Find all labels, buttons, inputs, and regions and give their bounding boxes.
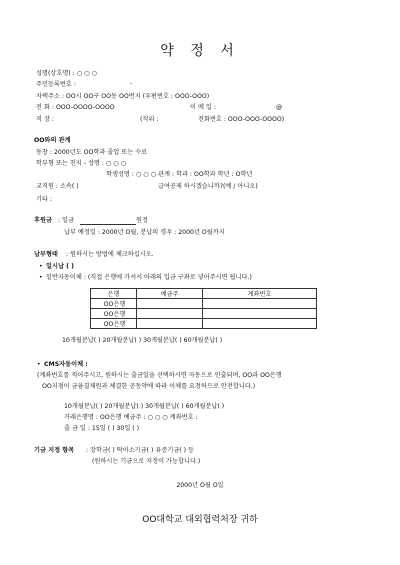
- bullet-cms: •: [37, 361, 41, 368]
- bank-account-table: [90, 288, 317, 329]
- method-transfer[interactable]: 일반자동이체 : (직접 은행에 가셔서 아래의 입금 구좌로 넣어주시면 됩니다.): [46, 274, 252, 281]
- pledge-amount-suffix: 원정: [136, 217, 148, 224]
- table-header-holder: 예금주: [137, 289, 203, 299]
- method-lump[interactable]: 일시납 ( ): [46, 263, 74, 270]
- relation-staff: 교직원 : 소속( ): [36, 183, 79, 190]
- amount-underline: [80, 224, 136, 225]
- cms-note-line1: (계좌번호를 적어주시고, 원하시는 출금일을 선택하시면 자동으로 인출되며, OO과 OO은행: [37, 372, 282, 379]
- applicant-job: 직 장 :: [36, 116, 54, 123]
- rrn-dash: -: [130, 80, 133, 87]
- method-cms[interactable]: CMS자동이체 :: [44, 361, 88, 368]
- method-instruction: : 원하시는 방법에 체크하십시오.: [66, 251, 154, 258]
- table-header-account: 계좌번호: [203, 289, 317, 299]
- relation-salary: 급여공제 하시겠습니까?(예 / 아니오): [158, 183, 258, 190]
- fund-note: (원하시는 기금으로 지정이 가능합니다.): [92, 458, 201, 465]
- table-cell-holder: [137, 319, 203, 329]
- table-row: [91, 309, 317, 319]
- applicant-rrn: 주민등록번호 :: [36, 81, 76, 88]
- document-footer: OO대학교 대외협력처장 귀하: [142, 515, 258, 525]
- email-at-sign: @: [276, 104, 283, 111]
- pledge-amount-prefix: : 일금: [58, 217, 75, 224]
- applicant-email: 이 메 일 :: [190, 104, 216, 111]
- installments-transfer[interactable]: 10개월분납( ) 20개월분납( ) 30개월분납( ) 60개월분납( ): [62, 337, 223, 344]
- relation-parent: 학부형 또는 친지 - 성명 : ○ ○ ○: [36, 160, 127, 167]
- table-cell-holder: [137, 299, 203, 309]
- applicant-address: 자택주소 : OO시 OO구 OO동 OO번지 (우편번호 : OOO-OOO): [36, 93, 210, 100]
- relation-student: 학생성명 : ○ ○ ○ 관계 : 학과 : OO학과 학년 : O학년: [106, 171, 253, 178]
- applicant-work-phone: 전화번호 : OOO-OOO-OOOO): [198, 116, 285, 123]
- relation-alumni: 동창 : 2000년도 OO학과 졸업 또는 수료: [36, 149, 148, 156]
- method-heading: 납부형태: [34, 251, 58, 258]
- table-cell-bank: OO은행: [91, 319, 137, 329]
- pledge-heading: 후원금: [34, 217, 52, 224]
- bullet-transfer: •: [39, 274, 43, 281]
- cms-withdrawal-date[interactable]: 출 금 일 : 15일 ( ) 30일 ( ): [64, 425, 140, 432]
- relation-other: 기타 :: [36, 196, 53, 203]
- table-cell-bank: OO은행: [91, 299, 137, 309]
- pledge-payment-date: 납부 예정일 : 2000년 O월, 분납의 경우 : 2000년 O월까지: [64, 229, 225, 236]
- cms-note-line2: OO지점이 금융결제원과 체결한 공동약에 따라 이체를 요청하므로 안전합니다.): [42, 383, 256, 390]
- table-header-bank: 은행: [91, 289, 137, 299]
- table-cell-account: [203, 319, 317, 329]
- document-date: 2000년 O월 O일: [176, 482, 224, 489]
- fund-options[interactable]: : 장학금( ) 탁아소기금( ) 유증기금( ) 등: [86, 447, 195, 454]
- applicant-position: (직위 :: [140, 116, 159, 123]
- applicant-name: 성명(상호명) : ○ ○ ○: [36, 70, 97, 77]
- table-row: [91, 319, 317, 329]
- table-row: [91, 299, 317, 309]
- fund-heading: 기금 지정 항목: [34, 447, 75, 454]
- table-cell-account: [203, 299, 317, 309]
- applicant-phone: 전 화 : OOO-OOOO-OOOO: [36, 104, 115, 111]
- table-cell-holder: [137, 309, 203, 319]
- relation-heading: OO와의 관계: [34, 137, 71, 144]
- document-title: 약 정 서: [160, 43, 240, 59]
- table-cell-bank: OO은행: [91, 309, 137, 319]
- installments-cms[interactable]: 10개월분납( ) 20개월분납( ) 30개월분납( ) 60개월분납( ): [64, 403, 225, 410]
- table-cell-account: [203, 309, 317, 319]
- cms-bank-info: 거래은행명 : OO은행 예금주 : ○ ○ ○ 계좌번호 :: [64, 414, 198, 421]
- bullet-lump: •: [39, 263, 43, 270]
